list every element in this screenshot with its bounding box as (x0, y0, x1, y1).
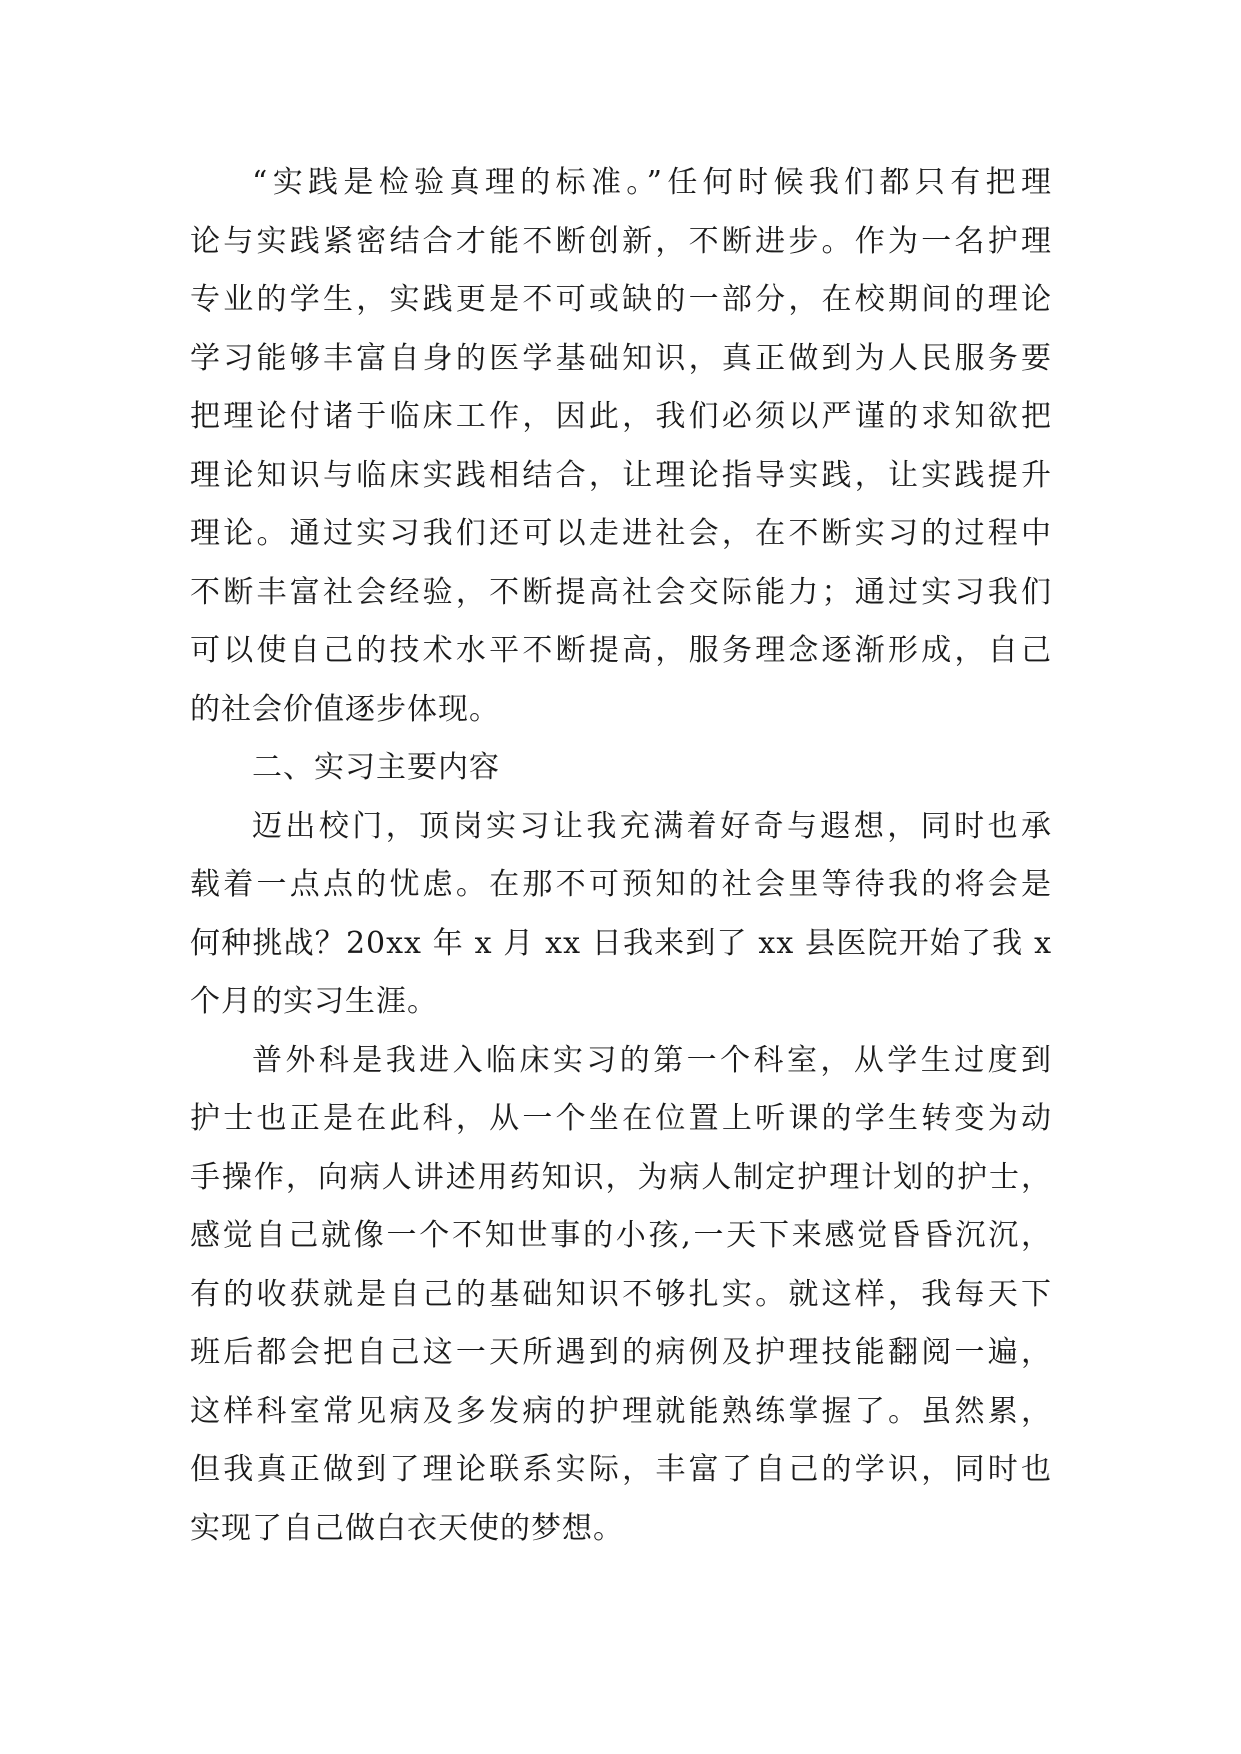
text-line: 感觉自己就像一个不知世事的小孩,一天下来感觉昏昏沉沉， (190, 1218, 1052, 1253)
text-line: 理论知识与临床实践相结合，让理论指导实践，让实践提升 (190, 457, 1052, 493)
text-line: 把理论付诸于临床工作，因此，我们必须以严谨的求知欲把 (190, 399, 1052, 434)
document-page (190, 154, 1052, 1558)
text-line: 论与实践紧密结合才能不断创新，不断进步。作为一名护理 (190, 223, 1052, 259)
text-line: 实现了自己做白衣天使的梦想。 (190, 1510, 624, 1546)
text-line: 普外科是我进入临床实习的第一个科室，从学生过度到 (252, 1042, 1052, 1078)
text-line: 载着一点点的忧虑。在那不可预知的社会里等待我的将会是 (190, 867, 1052, 902)
text-line: 不断丰富社会经验，不断提高社会交际能力；通过实习我们 (190, 574, 1052, 610)
paragraph-general-surgery (190, 1032, 1052, 1559)
text-line: 可以使自己的技术水平不断提高，服务理念逐渐形成，自己 (190, 633, 1052, 668)
text-line: 的社会价值逐步体现。 (190, 691, 500, 727)
text-line: 何种挑战？20xx 年 x 月 xx 日我来到了 xx 县医院开始了我 x (190, 925, 1052, 961)
section-heading (190, 739, 1052, 798)
text-line: 专业的学生，实践更是不可或缺的一部分，在校期间的理论 (190, 282, 1052, 317)
text-line: 这样科室常见病及多发病的护理就能熟练掌握了。虽然累， (190, 1393, 1052, 1429)
text-line: 班后都会把自己这一天所遇到的病例及护理技能翻阅一遍， (190, 1335, 1052, 1370)
text-line: 迈出校门，顶岗实习让我充满着好奇与遐想，同时也承 (252, 808, 1052, 844)
text-line: 学习能够丰富自身的医学基础知识，真正做到为人民服务要 (190, 340, 1052, 376)
text-line: 个月的实习生涯。 (190, 984, 438, 1019)
text-line: 理论。通过实习我们还可以走进社会，在不断实习的过程中 (190, 516, 1052, 551)
text-line: 但我真正做到了理论联系实际，丰富了自己的学识，同时也 (190, 1452, 1052, 1487)
text-line: 手操作，向病人讲述用药知识，为病人制定护理计划的护士， (190, 1159, 1052, 1195)
paragraph-practice-importance (190, 154, 1052, 739)
text-line: 护士也正是在此科，从一个坐在位置上听课的学生转变为动 (190, 1101, 1052, 1136)
text-line: 有的收获就是自己的基础知识不够扎实。就这样，我每天下 (190, 1276, 1052, 1312)
text-line: “实践是检验真理的标准。”任何时候我们都只有把理 (252, 165, 1052, 200)
heading-text: 二、实习主要内容 (252, 750, 500, 785)
paragraph-leaving-school (190, 798, 1052, 1032)
